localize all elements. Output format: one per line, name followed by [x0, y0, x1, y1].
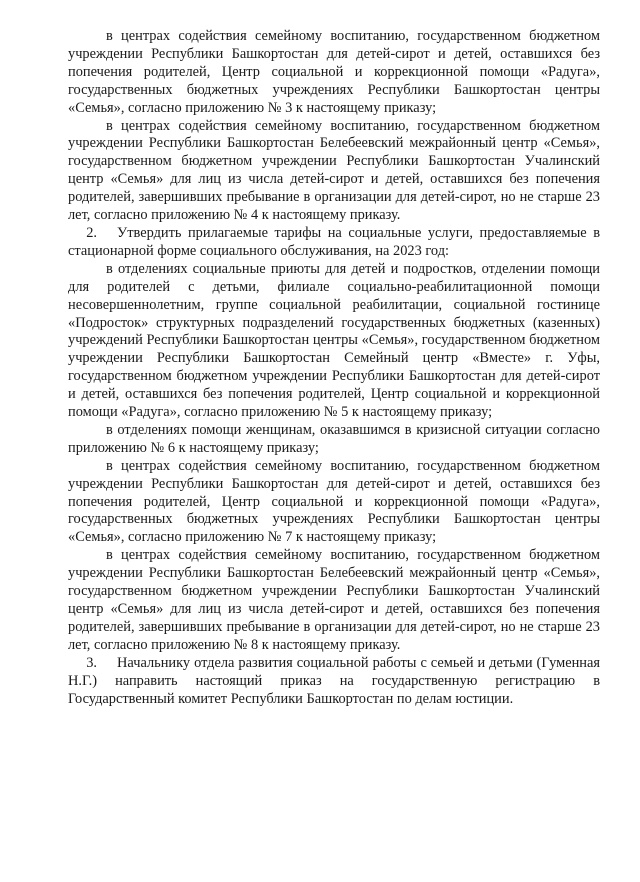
paragraph-text: Начальнику отдела развития социальной работы с семьей и детьми (Гуменная Н.Г.) направить настоящий приказ на государственную регистрацию в Государственный комитет Республики Башкортостан по делам юстиции. [68, 654, 600, 707]
paragraph-text: в центрах содействия семейному воспитанию, государственном бюджетном учреждении Республики Башкортостан для детей-сирот и детей, оставшихся без попечения родителей, Центр социальной и коррекционной помощи «Радуга», государственных бюджетных учреждениях Республики Башкортостан центры «Семья», согласно приложению № 3 к настоящему приказу; [68, 28, 600, 116]
paragraph-text: в отделениях помощи женщинам, оказавшимся в кризисной ситуации согласно приложению № 6 к настоящему приказу; [68, 421, 600, 456]
paragraph-text: в центрах содействия семейному воспитанию, государственном бюджетном учреждении Республики Башкортостан для детей-сирот и детей, оставшихся без попечения родителей, Центр социальной и коррекционной помощи «Радуга», государственных бюджетных учреждениях Республики Башкортостан центры «Семья», согласно приложению № 7 к настоящему приказу; [68, 457, 600, 546]
paragraph-appendix-8 [68, 547, 600, 654]
paragraph-appendix-3 [68, 28, 600, 118]
paragraph-text: в отделениях социальные приюты для детей и подростков, отделении помощи для родителей с детьми, филиале социально-реабилитационной помощи несовершеннолетним, группе социальной реабилитации, социальной гостинице «Подросток» структурных подразделений государственных бюджетных (казенных) учреждений Республики Башкортостан центры «Семья», государственном бюджетном учреждении Республики Башкортостан Семейный центр «Вместе» г. Уфы, государственном бюджетном учреждении Республики Башкортостан для детей-сирот и детей, оставшихся без попечения родителей, Центр социальной и коррекционной помощи «Радуга», согласно приложению № 5 к настоящему приказу; [68, 260, 600, 421]
paragraph-appendix-6 [68, 422, 600, 458]
paragraph-appendix-7 [68, 458, 600, 548]
clause-number: 3. [86, 654, 97, 671]
paragraph-appendix-4 [68, 118, 600, 225]
paragraph-text: в центрах содействия семейному воспитанию, государственном бюджетном учреждении Республики Башкортостан Белебеевский межрайонный центр «Семья», государственном бюджетном учреждении Республики Башкортостан Учалинский центр «Семья» для лиц из числа детей-сирот и детей, оставшихся без попечения родителей, завершивших пребывание в организации для детей-сирот, но не старше 23 лет, согласно приложению № 4 к настоящему приказу. [68, 117, 600, 224]
paragraph-text: Утвердить прилагаемые тарифы на социальные услуги, предоставляемые в стационарной форме социального обслуживания, на 2023 год: [68, 224, 600, 259]
clause-3 [68, 655, 600, 709]
document-page [68, 28, 600, 708]
clause-number: 2. [86, 224, 97, 241]
paragraph-text: в центрах содействия семейному воспитанию, государственном бюджетном учреждении Республики Башкортостан Белебеевский межрайонный центр «Семья», государственном бюджетном учреждении Республики Башкортостан Учалинский центр «Семья» для лиц из числа детей-сирот и детей, оставшихся без попечения родителей, завершивших пребывание в организации для детей-сирот, но не старше 23 лет, согласно приложению № 8 к настоящему приказу. [68, 547, 600, 653]
clause-2 [68, 225, 600, 261]
paragraph-appendix-5 [68, 261, 600, 422]
